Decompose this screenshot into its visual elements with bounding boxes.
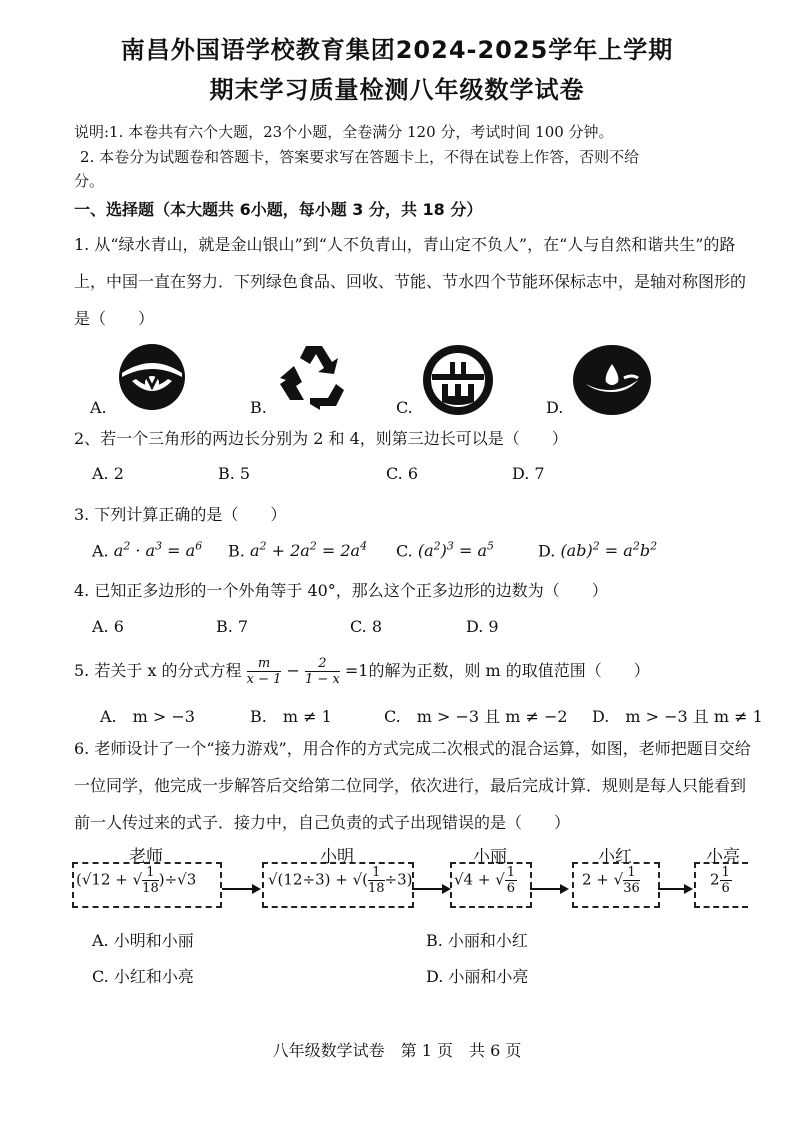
q2-option-d: D. 7 [512,464,545,483]
section-heading: 一、选择题（本大题共 6小题，每小题 3 分，共 18 分） [74,200,483,219]
q4-option-b: B. 7 [216,617,249,636]
q3-option-c-label: C. [396,541,413,561]
q3-option-d-label: D. [538,541,556,561]
q5-option-c: C. m > −3 且 m ≠ −2 [384,707,568,726]
q6-option-d: D. 小丽和小亮 [426,967,529,986]
q6-option-a: A. 小明和小丽 [92,931,194,950]
q5-fraction-1: $\frac{m}{x - 1}$ [246,656,282,687]
q6-option-c: C. 小红和小亮 [92,967,194,986]
q5-fraction-2: $\frac{2}{1 - x}$ [305,656,340,687]
green-food-logo-icon [118,343,186,411]
q3-option-c-expr: $(a^2)^3 = a^5$ [417,540,495,561]
question-3-text: 3. 下列计算正确的是（ ） [74,505,287,524]
q1-option-b: B. [250,398,267,417]
q3-option-a-label: A. [92,541,109,561]
q1-option-d: D. [546,398,564,417]
question-5-text-before: 5. 若关于 x 的分式方程 [74,661,242,680]
question-6-text: 6. 老师设计了一个“接力游戏”，用合作的方式完成二次根式的混合运算，如图，老师把题目交给一位同学，他完成一步解答后交给第二位同学，依次进行，最后完成计算．规则是每人只能看到前一人传过来的式子．接力中，自己负责的式子出现错误的是（ ） [74,739,751,832]
question-2-text: 2、若一个三角形的两边长分别为 2 和 4，则第三边长可以是（ ） [74,429,568,448]
relay-arrow-1-icon [222,883,262,895]
q3-option-c [396,540,494,560]
relay-label-teacher: 老师 [129,847,163,867]
relay-arrow-3-icon [530,883,570,895]
q2-option-a: A. 2 [92,464,124,483]
relay-label-xiaohong: 小红 [598,847,632,867]
exam-title-line1: 南昌外国语学校教育集团2024-2025学年上学期 [120,36,674,64]
question-5-text-after: =1的解为正数，则 m 的取值范围（ ） [344,661,650,680]
q5-option-b: B. m ≠ 1 [250,707,332,726]
question-4-text: 4. 已知正多边形的一个外角等于 40°，那么这个正多边形的边数为（ ） [74,581,608,600]
q2-option-c: C. 6 [386,464,419,483]
relay-label-xiaoming: 小明 [320,847,354,867]
q4-option-c: C. 8 [350,617,383,636]
q3-option-a-expr: $a^2 \cdot a^3 = a^6$ [113,540,203,561]
exam-title-line2: 期末学习质量检测八年级数学试卷 [209,76,585,104]
energy-saving-logo-icon [422,344,494,416]
q1-option-a: A. [90,398,107,417]
q1-option-c: C. [396,398,413,417]
q3-option-b-expr: $a^2 + 2a^2 = 2a^4$ [249,540,368,561]
relay-expr-xiaoliang: 2 $\frac{1}{6}$ [710,865,730,896]
q3-option-b-label: B. [228,541,245,561]
q3-option-a [92,540,202,560]
q2-option-b: B. 5 [218,464,251,483]
q4-option-d: D. 9 [466,617,499,636]
relay-expr-xiaohong: 2 + √ $\frac{1}{36}$ [582,865,640,896]
q4-option-a: A. 6 [92,617,124,636]
relay-expr-teacher: (√12 + √ $\frac{1}{18}$ )÷√3 [76,865,197,896]
q3-option-d [538,540,657,560]
relay-expr-xiaoli: √4 + √ $\frac{1}{6}$ [454,865,516,896]
instruction-line3: 分。 [74,172,105,190]
page-footer: 八年级数学试卷 第 1 页 共 6 页 [272,1041,522,1060]
water-saving-logo-icon [572,344,652,416]
q3-option-b [228,540,367,560]
relay-expr-xiaoming: √(12÷3) + √( $\frac{1}{18}$ ÷3) [268,865,413,896]
instruction-line2: 2. 本卷分为试题卷和答题卡，答案要求写在答题卡上，不得在试卷上作答，否则不给 [80,148,640,166]
q5-minus-sign: − [286,661,300,680]
relay-arrow-4-icon [658,883,694,895]
question-5 [74,656,650,687]
relay-label-xiaoli: 小丽 [473,847,507,867]
question-1-text: 1. 从“绿水青山，就是金山银山”到“人不负青山，青山定不负人”，在“人与自然和谐共生”的路上，中国一直在努力．下列绿色食品、回收、节能、节水四个节能环保标志中，是轴对称图形的是（ ） [74,235,747,328]
q6-option-b: B. 小丽和小红 [426,931,528,950]
q5-option-d: D. m > −3 且 m ≠ 1 [592,707,763,726]
q5-option-a: A. m > −3 [100,707,195,726]
relay-arrow-2-icon [412,883,452,895]
recycle-icon [276,342,352,410]
q3-option-d-expr: $(ab)^2 = a^2b^2$ [560,540,658,561]
relay-label-xiaoliang: 小亮 [706,847,740,867]
instruction-line1: 说明:1. 本卷共有六个大题，23个小题，全卷满分 120 分，考试时间 100 分钟。 [74,123,614,141]
